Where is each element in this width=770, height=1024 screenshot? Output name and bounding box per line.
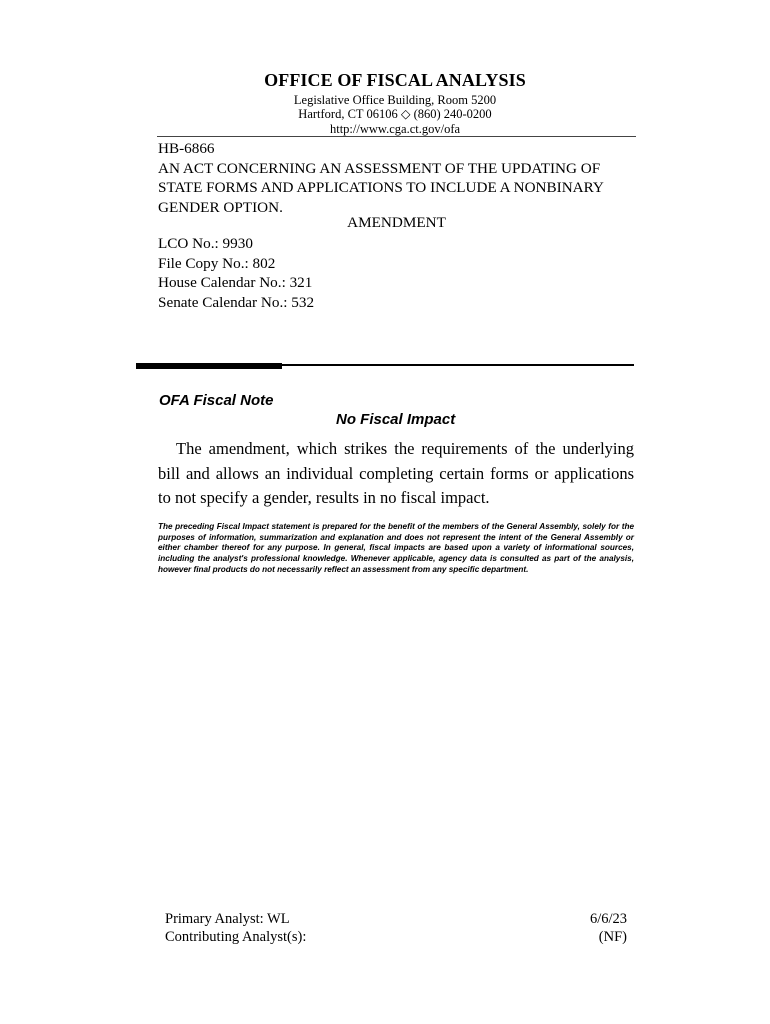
office-address-line-2: Hartford, CT 06106 ◇ (860) 240-0200 bbox=[298, 107, 492, 121]
fiscal-disclaimer: The preceding Fiscal Impact statement is prepared for the benefit of the members of the General Assembly, solely for the purposes of information, summarization and explanation and does not represent the intent of the General Assembly or either chamber thereof for any purpose. In general, fiscal impacts are based upon a variety of informational sources, including the analyst's professional knowledge. Whenever applicable, agency data is consulted as part of the analysis, however final products do not necessarily reflect an assessment from any specific department. bbox=[158, 522, 634, 574]
file-copy-number: File Copy No.: 802 bbox=[158, 254, 276, 272]
office-website-link[interactable]: http://www.cga.ct.gov/ofa bbox=[329, 122, 461, 136]
section-divider-thin bbox=[282, 364, 634, 366]
office-title: OFFICE OF FISCAL ANALYSIS bbox=[264, 70, 526, 90]
impact-code: (NF) bbox=[598, 929, 627, 945]
bill-metadata bbox=[158, 234, 558, 312]
bill-type: AMENDMENT bbox=[347, 214, 446, 231]
bill-number: HB-6866 bbox=[158, 140, 215, 157]
primary-analyst: Primary Analyst: WL bbox=[165, 911, 290, 927]
footer-analysts bbox=[165, 910, 306, 946]
senate-calendar-number: Senate Calendar No.: 532 bbox=[158, 293, 315, 311]
fiscal-impact-label: No Fiscal Impact bbox=[336, 411, 456, 428]
bill-title: AN ACT CONCERNING AN ASSESSMENT OF THE UPDATING OF STATE FORMS AND APPLICATIONS TO INCLUDE A NONBINARY GENDER OPTION. bbox=[158, 159, 604, 216]
fiscal-note-heading: OFA Fiscal Note bbox=[159, 392, 274, 409]
house-calendar-number: House Calendar No.: 321 bbox=[158, 274, 313, 291]
fiscal-note-body: The amendment, which strikes the requirements of the underlying bill and allows an individual completing certain forms or applications to not specify a gender, results in no fiscal impact. bbox=[158, 439, 634, 507]
bill-info bbox=[158, 139, 638, 217]
office-address-line-1: Legislative Office Building, Room 5200 bbox=[293, 93, 497, 107]
footer-date-block bbox=[500, 910, 627, 946]
contributing-analyst: Contributing Analyst(s): bbox=[165, 929, 307, 945]
section-divider-heavy bbox=[136, 363, 282, 369]
header-divider bbox=[157, 136, 636, 137]
note-date: 6/6/23 bbox=[589, 911, 627, 927]
lco-number: LCO No.: 9930 bbox=[158, 235, 253, 252]
